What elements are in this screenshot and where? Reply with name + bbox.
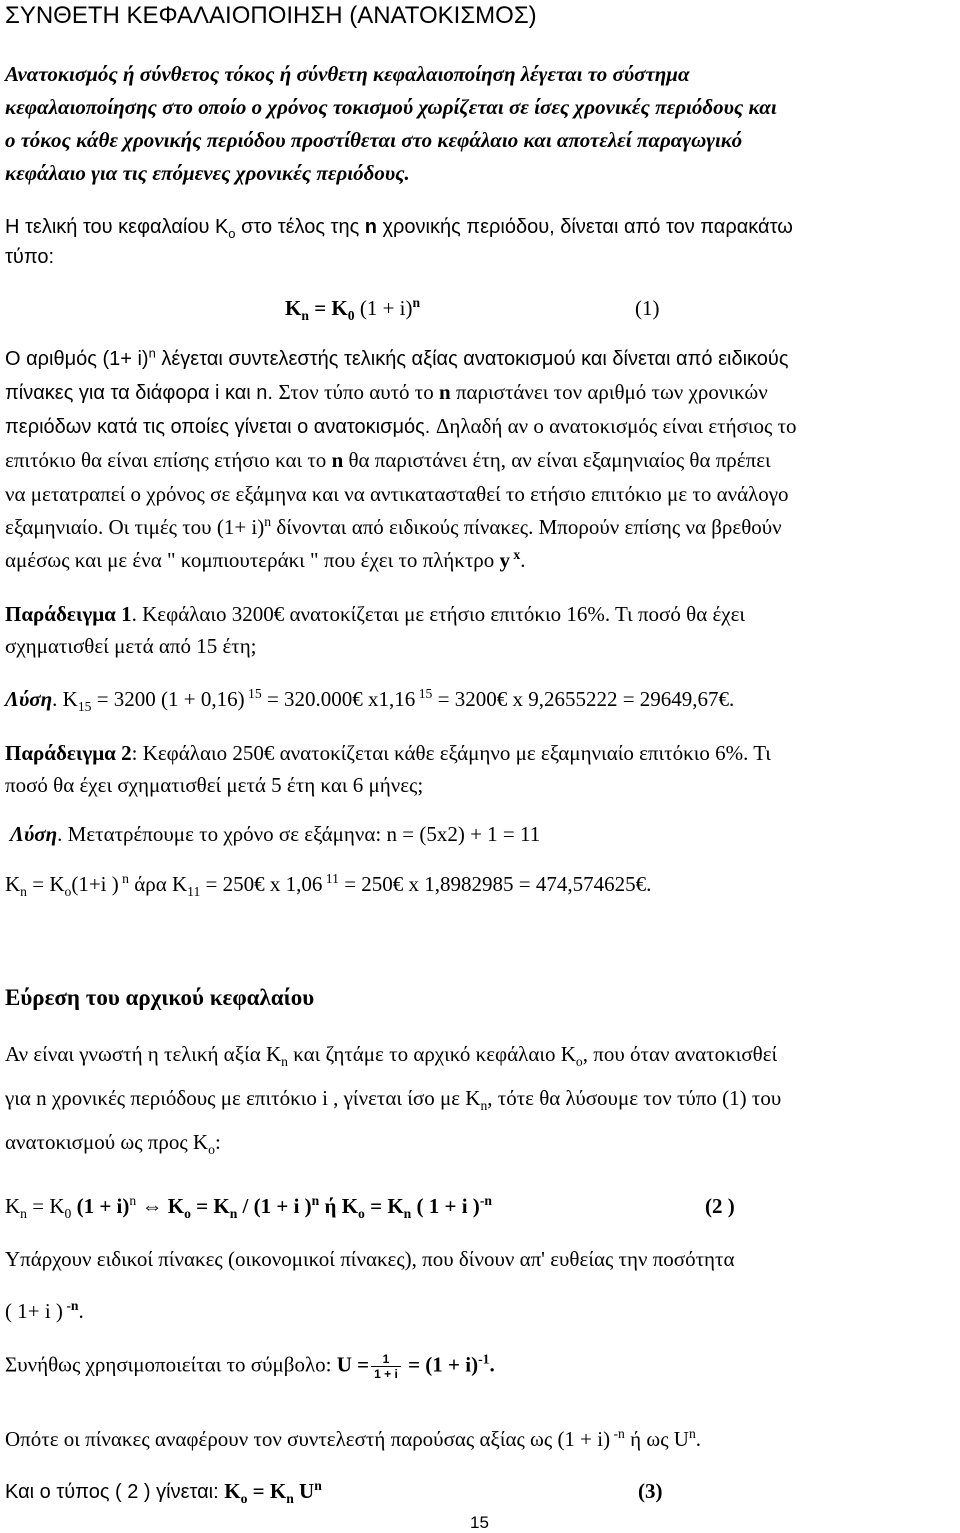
- present-value-line: Οπότε οι πίνακες αναφέρουν τον συντελεστή παρούσας αξίας ως (1 + i) $^{-n}$ ή ως $U^n$.: [5, 1426, 702, 1451]
- formula-3: Και ο τύπος ( 2 ) γίνεται: $K_o = K_n$ $U^n$: [5, 1478, 322, 1507]
- section-2-line-3: ανατοκισμού ως προς $K_o$:: [5, 1130, 221, 1158]
- factor-line-3: περιόδων κατά τις οποίες γίνεται ο ανατοκισμός. Δηλαδή αν ο ανατοκισμός είναι ετήσιος το: [5, 414, 797, 438]
- intro-line-4: κεφάλαιο για τις επόμενες χρονικές περιόδους.: [5, 161, 410, 185]
- section-2-line-2: για n χρονικές περιόδους με επιτόκιο i , γίνεται ίσο με $K_n$, τότε θα λύσουμε τον τύπο (1) του: [5, 1086, 782, 1114]
- example-2-line-1: Παράδειγμα 2: Κεφάλαιο 250€ ανατοκίζεται κάθε εξάμηνο με εξαμηνιαίο επιτόκιο 6%. Τι: [5, 741, 771, 765]
- tables-line-1: Υπάρχουν ειδικοί πίνακες (οικονομικοί πίνακες), που δίνουν απ' ευθείας την ποσότητα: [5, 1247, 735, 1271]
- section-heading: Εύρεση του αρχικού κεφαλαίου: [5, 985, 315, 1010]
- formula-1: $K_n = K_0$ $(1 + i)^n$: [285, 295, 421, 324]
- example-1-solution: Λύση. $K_{15} = 3200$ (1 + 0,16) $^{15}$ = 320.000€ x1,16 $^{15}$ = 3200€ x 9,2655222 = 29649,67€.: [5, 686, 735, 715]
- factor-line-2: πίνακες για τα διάφορα i και n. Στον τύπο αυτό το n παριστάνει τον αριθμό των χρονικών: [5, 380, 768, 404]
- tables-line-2: ( 1+ i ) $^{-n}$.: [5, 1298, 84, 1323]
- example-1-line-1: Παράδειγμα 1. Κεφάλαιο 3200€ ανατοκίζεται με ετήσιο επιτόκιο 16%. Τι ποσό θα έχει: [5, 602, 746, 626]
- formula-2-number: (2 ): [705, 1194, 735, 1218]
- intro-line-2: κεφαλαιοποίησης στο οποίο ο χρόνος τοκισμού χωρίζεται σε ίσες χρονικές περιόδους και: [5, 95, 777, 119]
- formula-2: $K_n = K_0$ $(1 + i)^n$ ⇔ $K_o = K_n / (1 + i$ )$^n$ ή $K_o = K_n$ ( 1 + i )$^{-n}$: [5, 1193, 492, 1222]
- page-title: ΣΥΝΘΕΤΗ ΚΕΦΑΛΑΙΟΠΟΙΗΣΗ (ΑΝΑΤΟΚΙΣΜΟΣ): [5, 2, 537, 29]
- final-value-line-1: Η τελική του κεφαλαίου $K_o$ στο τέλος της n χρονικής περιόδου, δίνεται από τον παρακάτω: [5, 216, 793, 241]
- factor-line-4: επιτόκιο θα είναι επίσης ετήσιο και το n θα παριστάνει έτη, αν είναι εξαμηνιαίος θα πρέπει: [5, 448, 771, 472]
- example-2-line-2: ποσό θα έχει σχηματισθεί μετά 5 έτη και 6 μήνες;: [5, 773, 424, 797]
- section-2-line-1: Αν είναι γνωστή η τελική αξία $K_n$ και ζητάμε το αρχικό κεφάλαιο $K_o$, που όταν ανατοκισθεί: [5, 1042, 778, 1070]
- example-2-formula: $K_n = K_o(1+i$ ) $^n$ άρα $K_{11}$ = 250€ x 1,06 $^{11}$ = 250€ x 1,8982985 = 474,574625€.: [5, 871, 652, 900]
- fraction-one-over-one-plus-i: $\frac{1}{1 + i}$: [371, 1352, 401, 1381]
- equivalence-arrow-icon: ⇔: [136, 1194, 168, 1218]
- factor-line-7: αμέσως και με ένα " κομπιουτεράκι " που έχει το πλήκτρο y $^x$.: [5, 547, 526, 572]
- factor-line-1: Ο αριθμός $(1+ i)^n$ λέγεται συντελεστής τελικής αξίας ανατοκισμού και δίνεται από ειδικούς: [5, 345, 789, 370]
- page-number: 15: [470, 1513, 489, 1532]
- example-1-line-2: σχηματισθεί μετά από 15 έτη;: [5, 634, 257, 658]
- factor-line-5: να μετατραπεί ο χρόνος σε εξάμηνα και να αντικατασταθεί το ετήσιο επιτόκιο με το ανάλογο: [5, 482, 789, 506]
- example-2-solution: Λύση. Μετατρέπουμε το χρόνο σε εξάμηνα: n = (5x2) + 1 = 11: [10, 822, 541, 846]
- final-value-line-2: τύπο:: [5, 246, 55, 268]
- symbol-line: Συνήθως χρησιμοποιείται το σύμβολο: U = $\frac{1}{1 + i}$ = $(1 + i)^{-1}$.: [5, 1351, 495, 1381]
- intro-line-3: ο τόκος κάθε χρονικής περιόδου προστίθεται στο κεφάλαιο και αποτελεί παραγωγικό: [5, 128, 743, 152]
- intro-line-1: Ανατοκισμός ή σύνθετος τόκος ή σύνθετη κεφαλαιοποίηση λέγεται το σύστημα: [5, 62, 690, 86]
- formula-1-number: (1): [635, 296, 660, 320]
- factor-line-6: εξαμηνιαίο. Οι τιμές του $(1+ i)^n$ δίνονται από ειδικούς πίνακες. Μπορούν επίσης να βρεθούν: [5, 514, 782, 539]
- formula-3-number: (3): [638, 1479, 663, 1503]
